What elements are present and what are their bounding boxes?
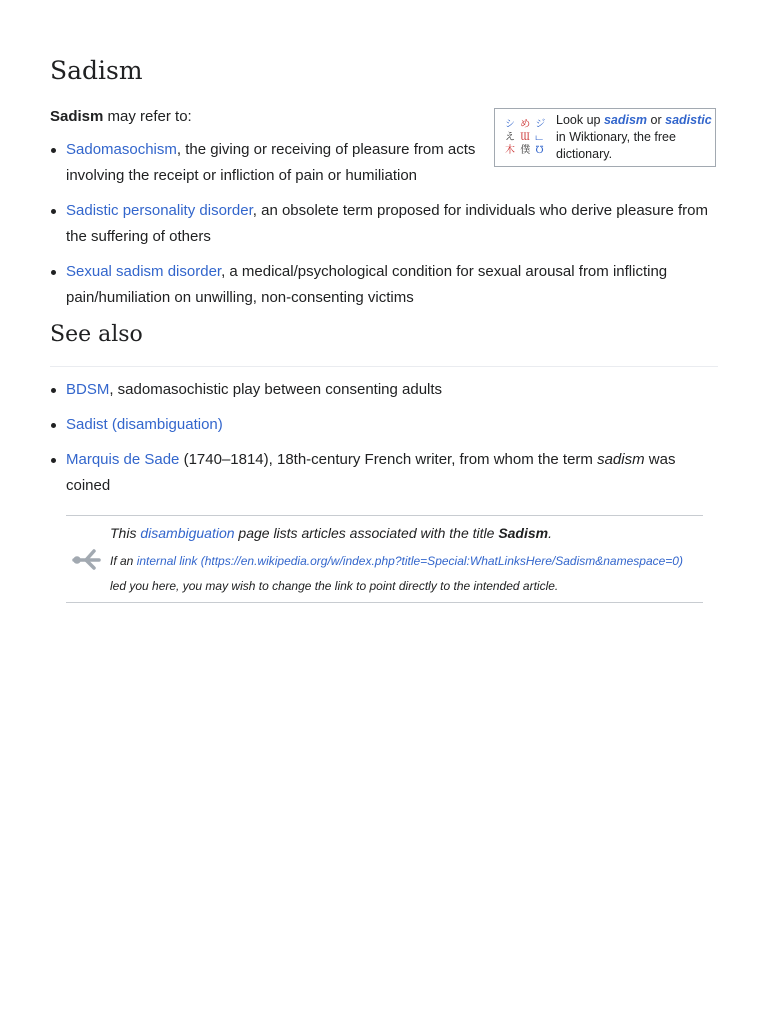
list-item [48,137,484,189]
disambig-title: Sadism [498,525,549,541]
list-item-text: (1740–1814), 18th-century French writer, from whom the term [179,451,598,468]
heading-divider [50,366,718,367]
disambiguation-notice [66,515,703,603]
list-item [48,447,720,499]
intro-text [50,107,192,127]
page-title: Sadism [50,56,143,85]
wiktionary-link-sadism[interactable]: sadism [603,113,648,127]
disambig-middle: page lists articles associated with the title [234,525,499,541]
wiktionary-suffix: in Wiktionary, the free dictionary. [556,130,676,161]
intro-rest: may refer to: [103,108,192,125]
list-item [48,377,720,403]
list-item [48,412,720,438]
link-sexual-sadism-disorder[interactable]: Sexual sadism disorder [66,263,222,280]
wiktionary-mid: or [647,113,666,127]
disambig-this: This [110,525,141,541]
meanings-list [48,137,720,320]
link-sadist-disambiguation[interactable]: Sadist (disambiguation) [66,416,223,433]
list-item-text: , sadomasochistic play between consenting adults [109,381,443,398]
link-disambiguation[interactable]: disambiguation [140,525,235,541]
list-item-text: , an obsolete term proposed for individuals who derive pleasure from the suffering of others [66,202,709,245]
italic-term: sadism [597,451,645,468]
see-also-list [48,377,720,508]
wiktionary-link-sadistic[interactable]: sadistic [665,113,712,127]
list-item [48,198,720,250]
disambig-end: . [548,525,553,541]
link-sadistic-personality-disorder[interactable]: Sadistic personality disorder [66,202,253,219]
wiktionary-logo-icon: シ め ジ え Ɯ ட 木 僕 ℧ [505,119,547,156]
list-item-text: , the giving or receiving of pleasure from acts involving the receipt or infliction of pain or humiliation [66,141,476,184]
disambiguation-icon [72,546,104,570]
disambiguation-main-text [110,523,552,543]
disambig-small-prefix: If an [110,554,137,568]
link-internal-link[interactable]: internal link (https://en.wikipedia.org/w/index.php?title=Special:WhatLinksHere/Sadism&namespace=0) [136,554,683,568]
intro-bold-term: Sadism [50,108,104,125]
see-also-heading: See also [50,322,143,347]
disambiguation-small-text [110,549,700,598]
link-bdsm[interactable]: BDSM [66,381,110,398]
link-sadomasochism[interactable]: Sadomasochism [66,141,177,158]
link-marquis-de-sade[interactable]: Marquis de Sade [66,451,180,468]
wiktionary-prefix: Look up [556,113,604,127]
list-item-text-end: was coined [66,451,676,494]
disambig-small-suffix: led you here, you may wish to change the link to point directly to the intended article. [110,578,559,593]
list-item-text: , a medical/psychological condition for sexual arousal from inflicting pain/humiliation on unwilling, non-consenting victims [66,263,668,306]
list-item [48,259,720,311]
